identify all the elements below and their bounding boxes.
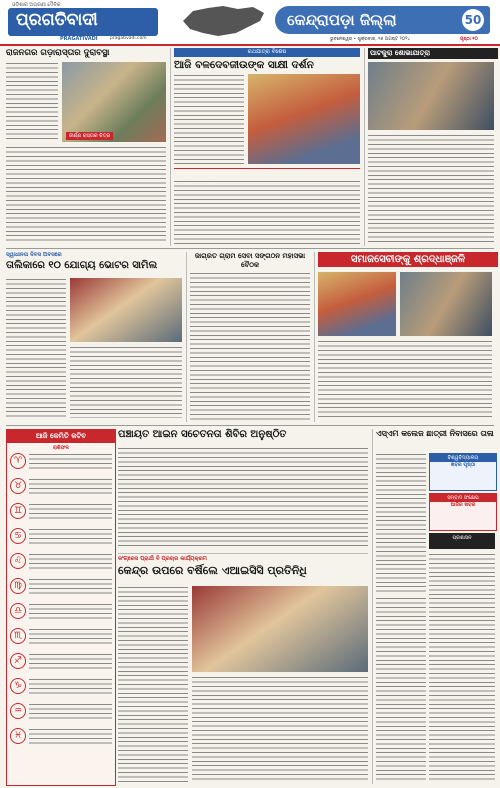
zodiac-sign-icon: ♋ xyxy=(10,528,26,544)
horoscope-row xyxy=(10,728,112,748)
sidebar-box-2 xyxy=(429,493,497,531)
story-aicc-photo xyxy=(192,586,368,672)
zodiac-sign-icon: ♓ xyxy=(10,728,26,744)
horoscope-row xyxy=(10,528,112,548)
story-rathayatra-kicker: ରଥଯାତ୍ରା ବିଶେଷ xyxy=(174,48,360,57)
sidebar-box-1-sub: ଖବର ପୃଷ୍ଠା xyxy=(450,462,476,468)
story-rathayatra-headline: ଆଜି ବଳଦେବଜୀଉଙ୍କ ସାକ୍ଷୀ ଦର୍ଶନ xyxy=(174,59,314,71)
zodiac-sign-icon: ♊ xyxy=(10,503,26,519)
story-meeting-text xyxy=(190,272,310,420)
story-voters-headline: ତାଲିକାରେ ୧୦ ଯୋଗ୍ୟ ଭୋଟର ସାମିଲ xyxy=(6,260,158,271)
story-panchayat-headline: ପଞ୍ଚାୟତ ଆଇନ ସଚେତନତା ଶିବିର ଅନୁଷ୍ଠିତ xyxy=(118,429,287,440)
horoscope-row xyxy=(10,628,112,648)
story-tribute-text xyxy=(318,340,492,420)
story-aicc xyxy=(118,553,368,784)
zodiac-sign-icon: ♑ xyxy=(10,678,26,694)
horoscope-text xyxy=(29,478,112,494)
sidebar-box-1-title: ବିଶ୍ୱବିଦ୍ୟାଳୟ xyxy=(430,454,496,462)
story-rathayatra-byline xyxy=(174,168,360,179)
story-patkura-text xyxy=(368,134,494,244)
story-voters-text-1 xyxy=(6,278,66,418)
zodiac-sign-icon: ♏ xyxy=(10,628,26,644)
horoscope-box xyxy=(6,429,116,786)
horoscope-title: ଆଜି କେମିତି କଟିବ xyxy=(7,430,115,443)
story-road-text-1 xyxy=(6,62,58,142)
story-voters-text-2 xyxy=(70,346,182,418)
story-meeting xyxy=(190,252,310,422)
horoscope-text xyxy=(29,678,112,694)
sidebar-box-3-title: ପ୍ରଶାସନ xyxy=(452,535,472,541)
horoscope-row xyxy=(10,653,112,673)
horoscope-row xyxy=(10,453,112,473)
horoscope-text xyxy=(29,728,112,744)
horoscope-text xyxy=(29,653,112,669)
story-tribute-photo-1 xyxy=(318,272,396,336)
masthead-title: ପ୍ରଗତିବାଦୀ xyxy=(16,10,98,30)
story-patkura-photo xyxy=(368,62,494,130)
story-patkura xyxy=(364,48,498,246)
story-road-headline: ରାଜନଗର ଗଡ଼ାରାସ୍ତାର ଦୁରାବସ୍ଥା xyxy=(6,48,110,58)
horoscope-row xyxy=(10,553,112,573)
story-voters xyxy=(6,252,187,422)
horoscope-row xyxy=(10,603,112,623)
section-title: କେନ୍ଦ୍ରାପଡ଼ା ଜିଲ୍ଲା xyxy=(287,11,397,29)
story-hostel xyxy=(372,429,498,784)
zodiac-sign-icon: ♎ xyxy=(10,603,26,619)
zodiac-sign-icon: ♒ xyxy=(10,703,26,719)
odisha-map-icon xyxy=(178,3,268,39)
story-hostel-text-3 xyxy=(376,597,426,781)
dateline: ଭୁବନେଶ୍ୱର • ଶୁକ୍ରବାର, ୧୬ ଅଗଷ୍ଟ ୨୦୨୪ xyxy=(330,37,411,42)
story-tribute xyxy=(314,252,498,422)
story-voters-kicker: ସ୍ୱାଧୀନତା ଦିବସ ଅବସରେ xyxy=(6,252,62,258)
zodiac-sign-icon: ♌ xyxy=(10,553,26,569)
sidebar-box-3 xyxy=(429,533,495,549)
horoscope-text xyxy=(29,603,112,619)
masthead-logo xyxy=(8,8,158,36)
zodiac-sign-icon: ♈ xyxy=(10,453,26,469)
zodiac-sign-icon: ♍ xyxy=(10,578,26,594)
story-road-photo xyxy=(62,62,166,142)
story-patkura-headline: ପାଟକୁରା ଶୋଭାଯାତ୍ରା xyxy=(368,48,498,59)
story-rathayatra-photo xyxy=(248,74,360,164)
story-aicc-kicker: କଂଗ୍ରେସ ପ୍ରାର୍ଥୀ ବି ପ୍ରଚାର କାର୍ଯ୍ୟକ୍ରମ xyxy=(118,556,207,562)
horoscope-signs xyxy=(7,453,115,748)
horoscope-text xyxy=(29,528,112,544)
horoscope-row xyxy=(10,478,112,498)
story-voters-photo xyxy=(70,278,182,342)
row3-rule xyxy=(6,425,494,426)
story-tribute-photo-2 xyxy=(400,272,492,336)
story-road xyxy=(6,48,171,246)
zodiac-sign-icon: ♉ xyxy=(10,478,26,494)
horoscope-text xyxy=(29,503,112,519)
horoscope-row xyxy=(10,678,112,698)
story-hostel-headline: ଏସ୍ଏମ କଲେଜ ଛାତ୍ରୀ ନିବାସରେ ତାଳା xyxy=(376,429,494,438)
horoscope-text xyxy=(29,553,112,569)
story-rathayatra-text-2 xyxy=(174,180,360,244)
anniversary-badge: 50 xyxy=(462,9,484,31)
story-aicc-headline: କେନ୍ଦ୍ର ଉପରେ ବର୍ଷିଲେ ଏଆଇସିସି ପ୍ରତିନିଧି xyxy=(118,564,307,577)
horoscope-row xyxy=(10,503,112,523)
sidebar-box-2-sub: ଆଜିର ଖବର xyxy=(450,502,476,508)
horoscope-text xyxy=(29,703,112,719)
section-title-banner xyxy=(275,6,490,34)
masthead-title-en: PRAGATIVADI xyxy=(60,36,98,42)
story-rathayatra-text-1 xyxy=(174,74,244,164)
horoscope-subtitle: ରାଶିଫଳ xyxy=(52,445,70,451)
sidebar-box-1 xyxy=(429,453,497,491)
story-tribute-headline: ସମାଜସେବୀଙ୍କୁ ଶ୍ରଦ୍ଧାଞ୍ଜଳି xyxy=(318,252,498,267)
story-panchayat-text xyxy=(118,447,368,547)
masthead-tagline: ଓଡ଼ିଶାର ଅଗ୍ରଣୀ ଦୈନିକ xyxy=(12,2,61,8)
masthead-site: pragativadi.com xyxy=(110,36,147,41)
story-meeting-headline: ଜାଗ୍ରତ ଗ୍ରାମ ସେବା ସଙ୍ଗଠନ ମହାସଭା ବୈଠକ xyxy=(194,252,306,269)
story-hostel-text-1 xyxy=(376,453,426,593)
story-road-text-2 xyxy=(6,146,166,244)
horoscope-text xyxy=(29,453,112,469)
sidebar-box-2-title: ସମ୍ବାଦ ସଂକ୍ଷେପ xyxy=(430,494,496,502)
story-rathayatra xyxy=(174,48,360,246)
story-hostel-text-2 xyxy=(429,553,495,781)
story-aicc-text-1 xyxy=(118,586,188,782)
zodiac-sign-icon: ♐ xyxy=(10,653,26,669)
story-aicc-text-2 xyxy=(192,676,368,782)
horoscope-row xyxy=(10,578,112,598)
masthead xyxy=(0,0,500,46)
story-panchayat xyxy=(118,429,368,549)
horoscope-text xyxy=(29,578,112,594)
row2-rule xyxy=(6,248,494,249)
horoscope-text xyxy=(29,628,112,644)
page-number: ପୃଷ୍ଠା ୧୦ xyxy=(460,37,478,42)
horoscope-row xyxy=(10,703,112,723)
story-road-caption: ଜୀର୍ଣ୍ଣ ରାସ୍ତାର ଚିତ୍ର xyxy=(66,132,113,140)
